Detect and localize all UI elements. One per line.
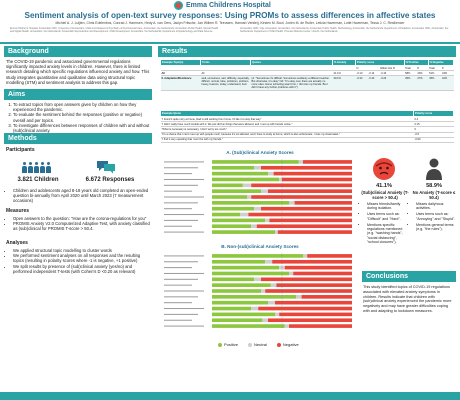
category-label-mark — [164, 326, 204, 327]
bar-segment-negative — [303, 160, 352, 164]
category-label-mark — [164, 302, 192, 303]
hospital-name: Emma Childrens Hospital — [186, 2, 271, 9]
anxious-face-icon — [372, 157, 396, 181]
table-cell: All — [201, 71, 251, 76]
bar-segment-negative — [248, 213, 352, 217]
bar-segment-negative — [276, 283, 352, 287]
table-cell: 0.15 — [414, 122, 454, 127]
bar-segment-positive — [212, 219, 265, 223]
bar-segment-positive — [212, 183, 243, 187]
person-icon — [46, 162, 51, 173]
bar-segment-neutral — [254, 277, 261, 281]
table-header-cell: Quotes — [251, 60, 333, 66]
no-anxiety-label: No Anxiety (T-score ≤ 50.4) — [412, 190, 456, 200]
chart-b-title: B. Non-(sub)clinical Anxiety Scores — [221, 244, 299, 249]
bar-segment-neutral — [275, 230, 278, 234]
category-label-mark — [164, 220, 198, 221]
analyses-heading: Analyses — [6, 240, 28, 246]
table-header-cell: Polarity score — [356, 60, 405, 66]
background-text: The COVID-19 pandemic and associated governmental regulations significantly impacted anxiety levels in children. However, there is limited research detailing which specific regulations influenced anxiety and how. This study integrates quantitative and qualitative data using structural topic modelling (STM) and sentiment analysis to address this gap. — [6, 59, 150, 85]
table-cell: "It's a shame that I can't meet up with people much, because it's not allowed, and I have to study at home, which is also unfortunate. I miss my classmates." — [161, 132, 414, 137]
table-row — [161, 137, 454, 142]
bar-segment-neutral — [299, 160, 303, 164]
bar-segment-neutral — [279, 178, 282, 182]
bar-segment-positive — [212, 277, 254, 281]
bar-segment-positive — [212, 295, 296, 299]
hospital-logo — [174, 1, 271, 10]
table-header-cell: Example Quote — [161, 111, 414, 117]
table-cell: "I found it quite cozy at home, Dad is still working from home. I'd like it to stay that way" — [161, 117, 414, 122]
table-subheader-cell: Total — [428, 66, 441, 71]
table-header-cell: % Positive — [404, 60, 428, 66]
speech-bubble-icon — [96, 160, 116, 174]
poster-authors: Michiel A. J. Luijten, Chris Edelenbos, Conrad J. Harmsen, Hedy A. van Oers, Jaclyn Fritsche, Jan Willem R. Teeuwen, Hannah Verkleij, Kirsten M. Boot, Jorien M. de Ruiter, Leticia Haverman, Lotte Haverman, Tessa J. C. Resiliencer — [55, 21, 405, 25]
children-icon-group — [22, 162, 51, 173]
table-subheader-cell: Effect size D — [379, 66, 404, 71]
conclusions-heading: Conclusions — [362, 271, 456, 282]
table-cell: (A: "Sometimes it's difficult. Sometimes suddenly a different teacher. But otherwise, it's okay" NA: "It's okay now, there are actually no more rules. Home schooling wasn't fun, I did miss my friends. But I didn't have any further problems with it") — [251, 76, 333, 90]
results-heading: Results — [158, 46, 456, 57]
children-count: 3.821 Children — [17, 177, 59, 183]
bar-segment-neutral — [268, 172, 274, 176]
legend-swatch — [277, 343, 281, 347]
category-label-mark — [164, 291, 204, 292]
person-icon — [22, 162, 27, 173]
bar-segment-neutral — [275, 313, 279, 317]
bar-segment-negative — [274, 172, 352, 176]
bar-segment-positive — [212, 289, 261, 293]
measures-list — [6, 216, 150, 232]
hospital-logo-icon — [174, 1, 183, 10]
bar-segment-negative — [251, 195, 352, 199]
no-anxiety-findings — [411, 202, 457, 233]
bar-segment-negative — [278, 230, 352, 234]
bar-segment-neutral — [285, 324, 289, 328]
table-cell: 6. Adaptation/Resilience — [161, 76, 201, 90]
legend-label: Neutral — [254, 342, 267, 347]
category-label-mark — [164, 273, 204, 274]
bar-segment-positive — [212, 189, 261, 193]
category-label-mark — [164, 279, 198, 280]
methods-heading: Methods — [4, 133, 152, 144]
no-anxiety-percent: 58.9% — [426, 183, 442, 189]
bar-segment-negative — [269, 219, 352, 223]
category-label-mark — [164, 255, 204, 256]
poster-affiliations: Emma Children's Hospital, Amsterdam UMC, University of Amsterdam, Child and Adolescent Psychiatry & Psychosocial Care, Amsterdam, the Netherlands; Amsterdam Public Health, Mental Health and Digital Health, Amsterdam, the Netherlands; Amsterdam Reproduction and Development, Child Development, Amsterdam, the Netherlands; Department of Epidemiology and Data Science, Amsterdam UMC, Vrije Universiteit, Amsterdam, the Netherlands; Amsterdam Public Health, Methodology, Amsterdam, the Netherlands; Department of Pediatrics, Amsterdam UMC, Amsterdam, the Netherlands; Department of Child Health, Princess Maxima Center, Utrecht, the Netherlands — [10, 27, 449, 33]
bar-segment-negative — [251, 183, 352, 187]
aim-item: 2. To evaluate the sentiment behind the responses (positive or negative) overall and per topics. — [13, 112, 150, 122]
chart-a — [160, 157, 360, 239]
bar-segment-negative — [285, 266, 352, 270]
bar-segment-neutral — [289, 272, 293, 276]
bar-segment-neutral — [261, 289, 265, 293]
category-label-mark — [164, 197, 204, 198]
person-icon — [34, 162, 39, 173]
table-cell: 43% — [441, 71, 453, 76]
table-cell: 42% — [441, 76, 453, 90]
footer-bar — [0, 392, 460, 400]
aim-item: 3. To investigate differences between responses of children with and without (sub)clinical anxiety. — [13, 123, 150, 133]
category-label-mark — [164, 208, 192, 209]
chart-a-title: A. (Sub)clinical Anxiety Scores — [226, 150, 294, 155]
category-label-mark — [164, 179, 204, 180]
bar-segment-negative — [289, 324, 352, 328]
category-label-mark — [164, 308, 204, 309]
bar-segment-neutral — [265, 260, 272, 264]
category-label-mark — [164, 202, 198, 203]
bar-segment-neutral — [254, 207, 261, 211]
bar-segment-positive — [212, 272, 289, 276]
analyses-item: • We applied structural topic modelling to cluster words — [13, 248, 150, 253]
person-icon — [40, 162, 45, 173]
bar-segment-neutral — [251, 307, 258, 311]
bar-segment-negative — [272, 260, 352, 264]
bar-segment-positive — [212, 172, 268, 176]
responses-count: 6.672 Responses — [85, 177, 135, 183]
category-label-mark — [164, 167, 198, 168]
bar-segment-positive — [212, 313, 275, 317]
bar-segment-positive — [212, 301, 268, 305]
participants-text — [6, 188, 150, 204]
aims-heading: Aims — [4, 89, 152, 100]
results-table — [160, 59, 454, 91]
table-header-cell: Example Topic(s) — [161, 60, 201, 66]
table-cell: -0.14 — [367, 71, 379, 76]
table-cell: -0.43 — [367, 76, 379, 90]
table-cell: 43% — [416, 71, 428, 76]
bar-segment-positive — [212, 318, 262, 322]
table-cell: -0.33 — [356, 76, 368, 90]
bar-segment-positive — [212, 230, 275, 234]
bar-segment-positive — [212, 254, 303, 258]
category-label-mark — [164, 320, 192, 321]
bar-segment-positive — [212, 324, 285, 328]
legend-item-negative — [277, 342, 299, 347]
bar-segment-positive — [212, 207, 254, 211]
bar-segment-positive — [212, 195, 247, 199]
legend-swatch — [218, 343, 222, 347]
bar-segment-neutral — [254, 166, 261, 170]
bar-segment-negative — [265, 289, 352, 293]
bar-segment-neutral — [296, 295, 302, 299]
measures-heading: Measures — [6, 208, 30, 214]
bar-segment-neutral — [240, 213, 248, 217]
bar-segment-positive — [212, 266, 279, 270]
bar-segment-neutral — [262, 318, 268, 322]
neutral-person-icon — [422, 157, 446, 181]
table-row — [161, 76, 454, 90]
participants-item: • Children and adolescents aged 8-18 years old completed an open-ended question bi-annually from April 2020 until March 2023 (7 measurement occasions) — [13, 188, 150, 204]
aims-list — [6, 102, 150, 133]
category-label-mark — [164, 191, 192, 192]
table-header-cell: Polarity score — [414, 111, 454, 117]
category-label-mark — [164, 296, 198, 297]
bar-segment-neutral — [271, 283, 277, 287]
anxiety-label: (Sub)clinical Anxiety (T-score > 50.4) — [361, 190, 409, 200]
anxiety-percent: 41.1% — [376, 183, 392, 189]
table-cell: -0.26 — [379, 76, 404, 90]
no-anxiety-finding-item: • Uses terms such as: "Annoying" and "Stupid". — [416, 212, 457, 221]
bar-segment-negative — [261, 277, 352, 281]
table-cell: 0 — [414, 127, 454, 132]
legend-swatch — [248, 343, 252, 347]
table-subheader-cell: Total — [404, 66, 416, 71]
category-label-mark — [164, 261, 198, 262]
anxiety-findings — [362, 202, 408, 246]
table-subheader-cell: P — [416, 66, 428, 71]
bar-segment-neutral — [247, 195, 251, 199]
bar-segment-negative — [261, 166, 352, 170]
chart-b — [160, 251, 360, 333]
bar-segment-positive — [212, 283, 271, 287]
bar-segment-positive — [212, 213, 240, 217]
category-label-mark — [164, 185, 198, 186]
bar-segment-positive — [212, 160, 299, 164]
table-cell: -0.16 — [379, 71, 404, 76]
bar-segment-negative — [279, 313, 352, 317]
table-header-cell: Terms — [201, 60, 251, 66]
table-cell: 39.1% — [333, 76, 356, 90]
bar-segment-positive — [212, 166, 254, 170]
conclusions-text: This study identified topics of COVID-19 regulations associated with elevated anxiety symptoms in children. Results indicate that children with (sub)clinical anxiety experienced the pandemic more negatively and may have greater difficulties coping with and adapting to lockdown measures. — [363, 285, 452, 313]
anxiety-finding-item: • Misses friends/family during isolation. — [367, 202, 408, 211]
legend-item-neutral — [248, 342, 267, 347]
bar-segment-neutral — [261, 189, 268, 193]
poster-header — [0, 0, 460, 44]
bar-segment-positive — [212, 178, 279, 182]
bar-segment-neutral — [289, 201, 295, 205]
table-cell: 51% — [428, 71, 441, 76]
table-cell: "I didn't really have much trouble with it. We just did fun things that were allowed, and I met up with friends online." — [161, 122, 414, 127]
legend-item-positive — [218, 342, 238, 347]
bar-segment-negative — [257, 224, 352, 228]
bar-segment-neutral — [251, 224, 257, 228]
table-cell: -0.5 — [414, 132, 454, 137]
measures-item: • Open answers to the question: "How are the corona-regulations for you" — [13, 216, 150, 221]
bar-segment-positive — [212, 201, 289, 205]
no-anxiety-finding-item: • Mentions general terms (e.g. "the rules"). — [416, 223, 457, 232]
table-subheader-cell: N — [356, 66, 368, 71]
bar-segment-positive — [212, 224, 251, 228]
category-label-mark — [164, 173, 192, 174]
bar-segment-neutral — [265, 219, 269, 223]
analyses-item: • We performed sentiment analyses on all responses and the resulting topics (resulting in polarity scores where -1 is negative, +1 positive) — [13, 253, 150, 263]
anxiety-finding-item: • Uses terms such as: "Difficult" and "Hard". — [367, 212, 408, 221]
category-label-mark — [164, 161, 204, 162]
table-cell: 45% — [428, 76, 441, 90]
category-label-mark — [164, 314, 198, 315]
table-header-cell: % Negative — [428, 60, 453, 66]
table-cell: 27% — [416, 76, 428, 90]
bar-segment-negative — [293, 272, 352, 276]
table-cell: "What is necessary is necessary. I don't worry too much." — [161, 127, 414, 132]
bar-segment-neutral — [268, 301, 275, 305]
table-cell: well, sometimes, sad, difficulty, especially, difficult, normal, hate, problems, problem, heavy, lessons, today, understand, burn — [201, 76, 251, 90]
anxiety-finding-item: • Mentions specific regulations mentioned (e.g. "washing hands", "social distancing", "school closures"). — [367, 223, 408, 245]
legend-label: Positive — [224, 342, 239, 347]
table-cell: 35% — [404, 76, 416, 90]
bar-segment-neutral — [303, 254, 307, 258]
bar-segment-negative — [268, 189, 352, 193]
category-label-mark — [164, 226, 192, 227]
person-icon — [28, 162, 33, 173]
bar-segment-negative — [261, 207, 352, 211]
bar-segment-negative — [258, 307, 352, 311]
table-subheader-cell: P — [441, 66, 453, 71]
table-cell: 0.4 — [414, 117, 454, 122]
table-cell: All — [161, 71, 201, 76]
bar-segment-negative — [282, 178, 352, 182]
chart-legend — [218, 342, 299, 347]
table-cell: 58% — [404, 71, 416, 76]
table-cell: 41.1% — [333, 71, 356, 76]
category-label-mark — [164, 267, 192, 268]
bar-segment-positive — [212, 307, 251, 311]
legend-label: Negative — [282, 342, 299, 347]
no-anxiety-finding-item: • Misses dailyhous activities. — [416, 202, 457, 211]
participants-heading: Participants — [6, 147, 35, 153]
table-cell: -0.13 — [356, 71, 368, 76]
bar-segment-neutral — [243, 183, 251, 187]
responses-icon-group — [96, 160, 116, 174]
bar-segment-negative — [302, 295, 352, 299]
category-label-mark — [164, 214, 204, 215]
analyses-item: • We split results by presence of (sub)clinical anxiety (yes/no) and performed independent T-tests (with Cohen's D <0.20 as relevant) — [13, 264, 150, 274]
bar-segment-positive — [212, 260, 265, 264]
bar-segment-negative — [307, 254, 352, 258]
aim-item: 1. To extract topics from open answers given by children on how they experienced the pandemic. — [13, 102, 150, 112]
table-cell: -0.90 — [414, 137, 454, 142]
measures-item: • PROMIS Anxiety V2.0 Computerized Adaptive Test, with anxiety classified as (sub)clinical for PROMIS T-score > 50.4. — [13, 221, 150, 231]
bar-segment-negative — [275, 301, 352, 305]
poster-title: Sentiment analysis of open-text survey responses: Using PROMs to assess differences in affective states — [24, 11, 436, 20]
background-heading: Background — [4, 46, 152, 57]
category-label-mark — [164, 285, 192, 286]
table-header-cell: % Anxiety — [333, 60, 356, 66]
category-label-mark — [164, 232, 204, 233]
bar-segment-negative — [268, 318, 352, 322]
bar-segment-negative — [295, 201, 352, 205]
table-cell: "I find it very upsetting that I can't be with my friends." — [161, 137, 414, 142]
analyses-list — [6, 248, 150, 274]
example-quotes-table — [160, 110, 454, 143]
